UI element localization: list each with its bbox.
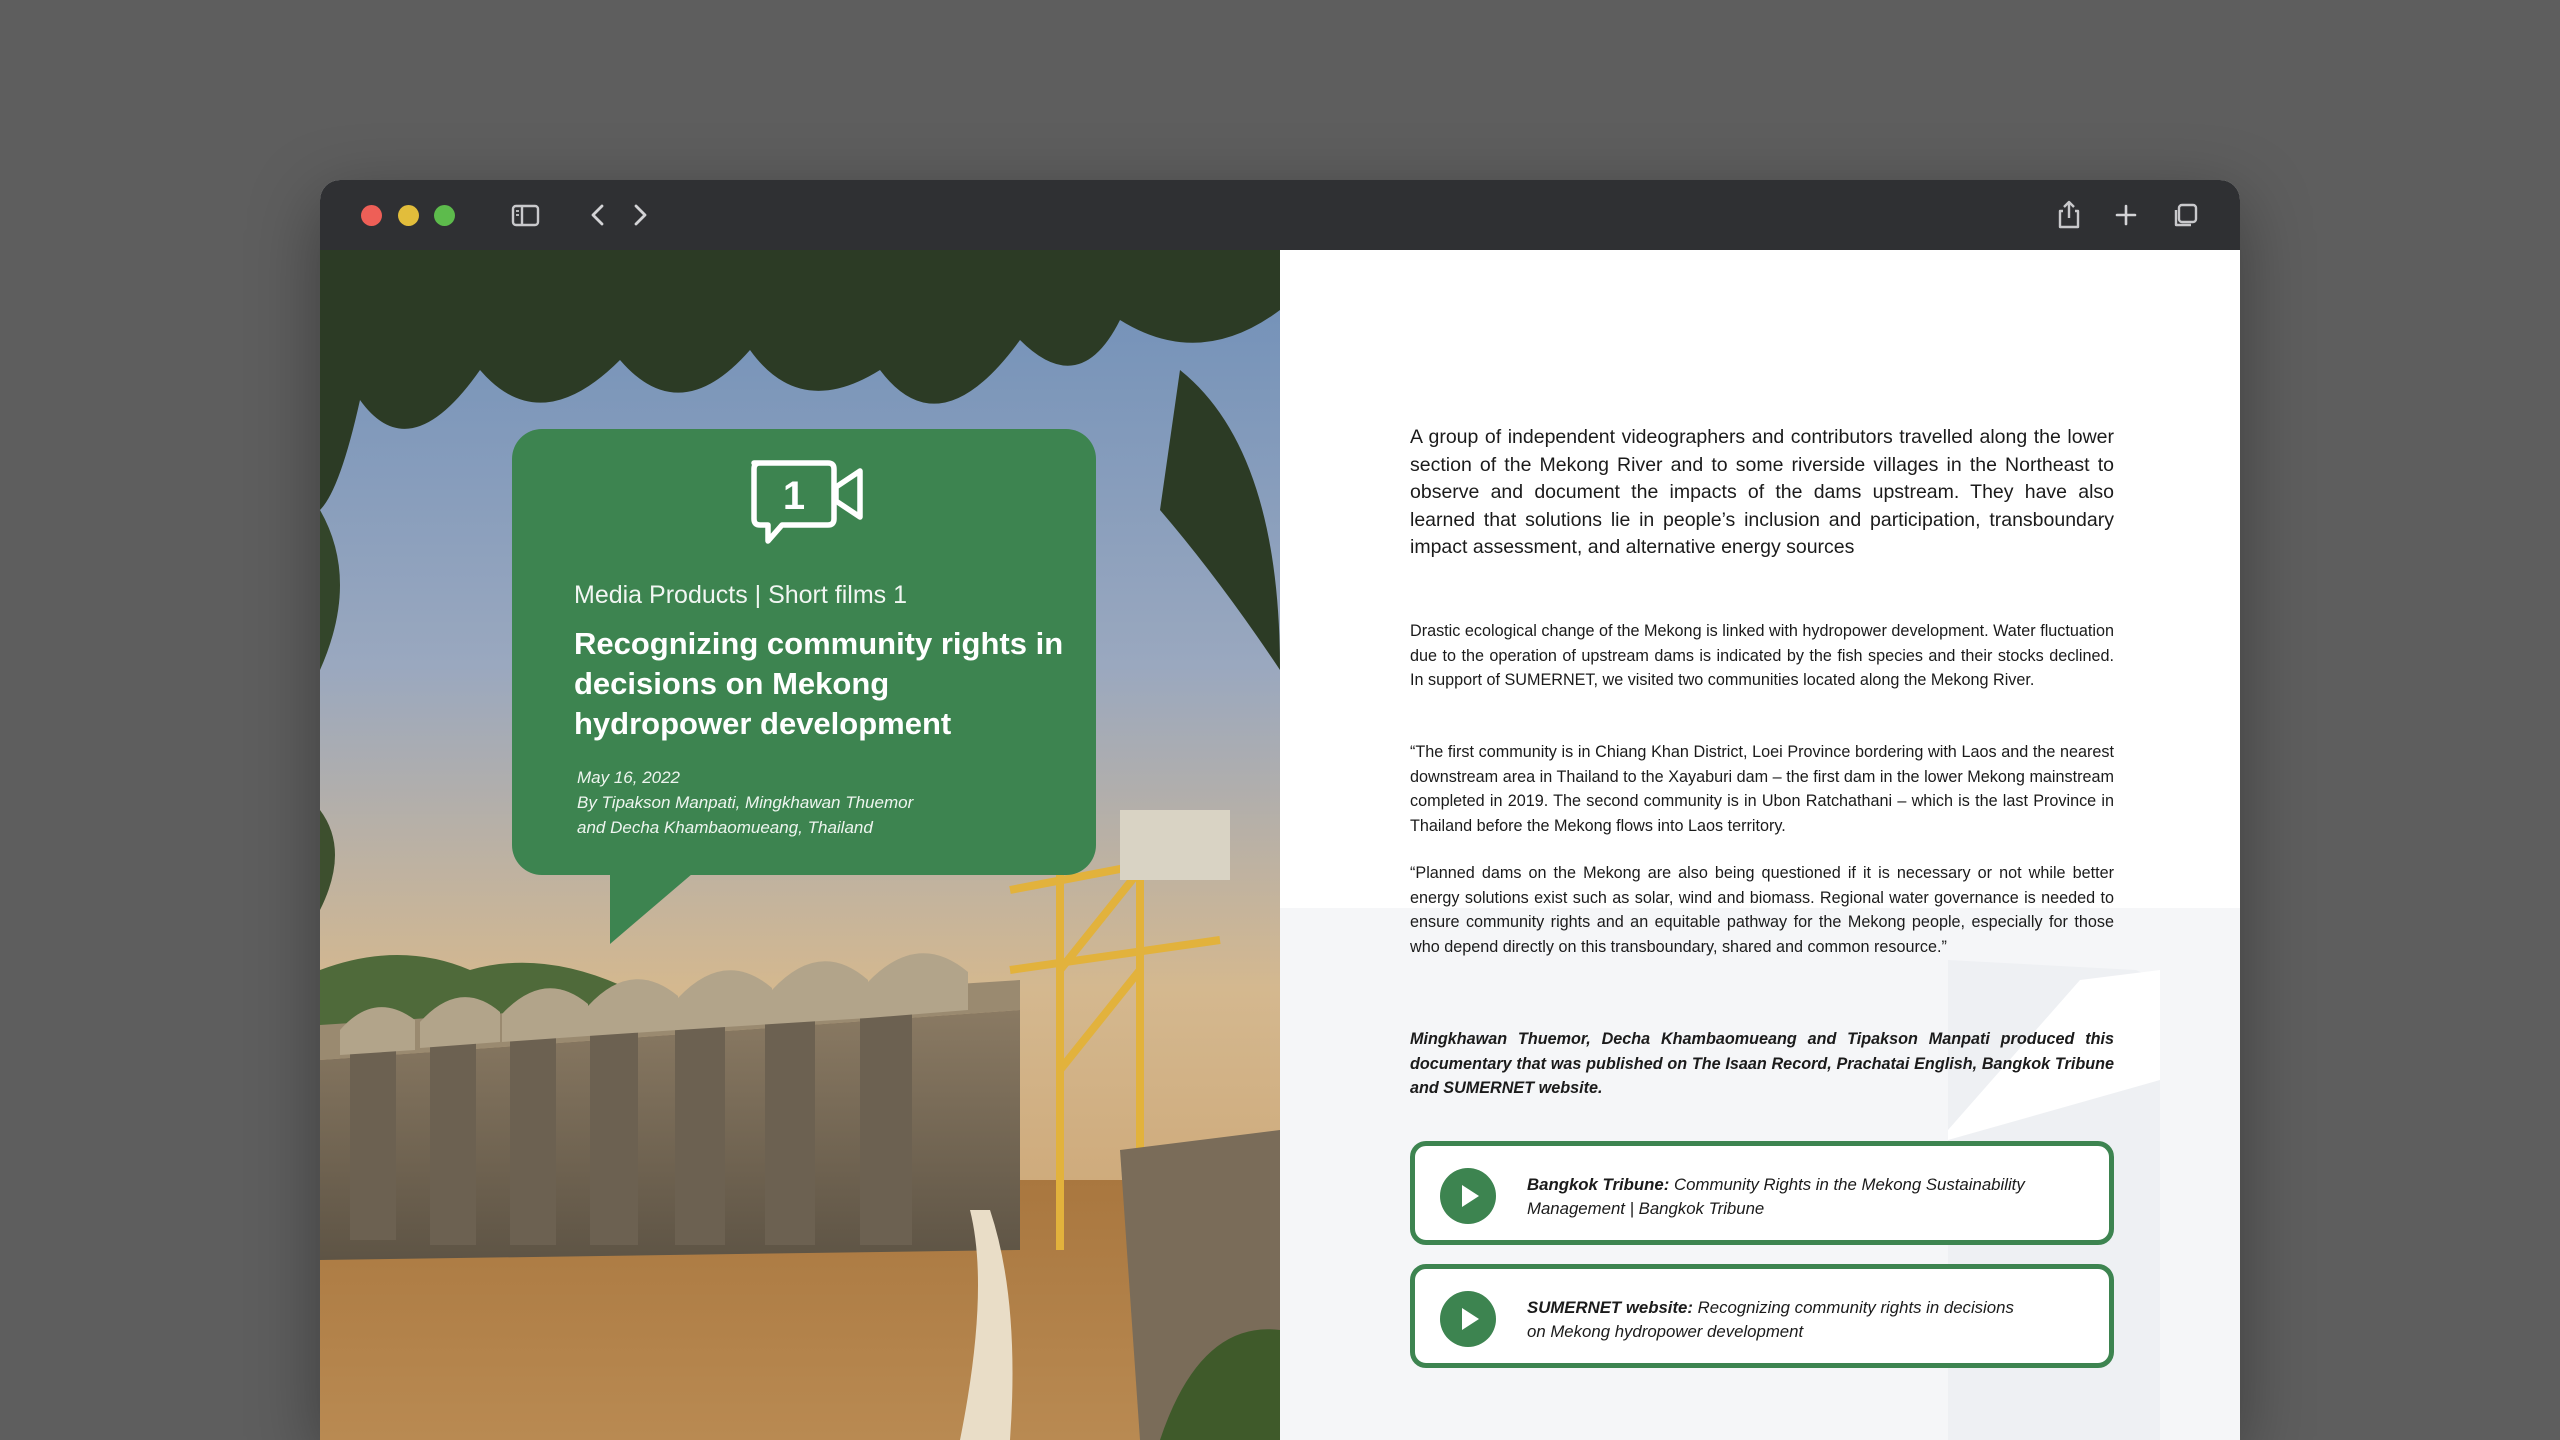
hero-photo bbox=[320, 250, 1280, 1440]
close-window-button[interactable] bbox=[361, 205, 382, 226]
play-icon[interactable] bbox=[1440, 1291, 1496, 1347]
forward-icon[interactable] bbox=[622, 197, 658, 233]
share-icon[interactable] bbox=[2051, 197, 2087, 233]
link-title-1: Community Rights in the Mekong Sustainability bbox=[1674, 1175, 2025, 1194]
tabs-overview-icon[interactable] bbox=[2167, 197, 2203, 233]
film-category: Media Products | Short films 1 bbox=[574, 581, 908, 609]
article-credits: Mingkhawan Thuemor, Decha Khambaomueang and Tipakson Manpati produced this documentary that was published on The Isaan Record, Prachatai English, Bangkok Tribune and SUMERNET website. bbox=[1410, 1030, 2114, 1097]
video-link-text[interactable] bbox=[1527, 1296, 2067, 1344]
link-title-2: on Mekong hydropower development bbox=[1527, 1322, 1804, 1341]
browser-toolbar bbox=[320, 180, 2240, 250]
film-byline-2: and Decha Khambaomueang, Thailand bbox=[577, 818, 873, 837]
video-link-bangkok-tribune[interactable] bbox=[1410, 1141, 2114, 1245]
minimize-window-button[interactable] bbox=[398, 205, 419, 226]
article-paragraph-3: “Planned dams on the Mekong are also being questioned if it is necessary or not while better energy solutions exist such as solar, wind and biomass. Regional water governance is needed to ensure community rights and an equitable pathway for the Mekong people, especially for those who depend directly on this transboundary, shared and common resource.” bbox=[1410, 864, 2114, 956]
back-icon[interactable] bbox=[580, 197, 616, 233]
link-title-2: Management | Bangkok Tribune bbox=[1527, 1199, 1765, 1218]
article-intro: A group of independent videographers and contributors travelled along the lower section of the Mekong River and to some riverside villages in the Northeast to observe and document the impacts of the dams upstream. They have also learned that solutions lie in people’s inclusion and participation, transboundary impact assessment, and alternative energy sources bbox=[1410, 426, 2114, 558]
film-byline-1: By Tipakson Manpati, Mingkhawan Thuemor bbox=[577, 793, 914, 812]
bubble-tail bbox=[610, 874, 692, 944]
film-info-bubble bbox=[512, 429, 1096, 875]
film-title: Recognizing community rights in decisions on Mekong hydropower development bbox=[574, 626, 1064, 741]
zoom-window-button[interactable] bbox=[434, 205, 455, 226]
browser-window bbox=[320, 180, 2240, 1440]
page-content bbox=[320, 250, 2240, 1440]
link-source: SUMERNET website: bbox=[1527, 1298, 1693, 1317]
link-title-1: Recognizing community rights in decisions bbox=[1697, 1298, 2014, 1317]
sidebar-icon[interactable] bbox=[507, 197, 543, 233]
video-link-sumernet[interactable] bbox=[1410, 1264, 2114, 1368]
video-link-text[interactable] bbox=[1527, 1173, 2067, 1221]
article-panel bbox=[1280, 250, 2240, 1440]
video-icon-number: 1 bbox=[782, 474, 806, 518]
article-paragraph-1: Drastic ecological change of the Mekong is linked with hydropower development. Water fluctuation due to the operation of upstream dams is indicated by the fish species and their stocks declined. In support of SUMERNET, we visited two communities located along the Mekong River. bbox=[1410, 622, 2114, 689]
video-camera-icon bbox=[748, 457, 866, 547]
new-tab-icon[interactable] bbox=[2108, 197, 2144, 233]
film-meta bbox=[577, 765, 1057, 840]
article-paragraph-2: “The first community is in Chiang Khan District, Loei Province bordering with Laos and the nearest downstream area in Thailand to the Xayaburi dam – the first dam in the lower Mekong mainstream completed in 2019. The second community is in Ubon Ratchathani – which is the last Province in Thailand before the Mekong flows into Laos territory. bbox=[1410, 743, 2114, 835]
play-icon[interactable] bbox=[1440, 1168, 1496, 1224]
film-date: May 16, 2022 bbox=[577, 768, 681, 787]
link-source: Bangkok Tribune: bbox=[1527, 1175, 1670, 1194]
